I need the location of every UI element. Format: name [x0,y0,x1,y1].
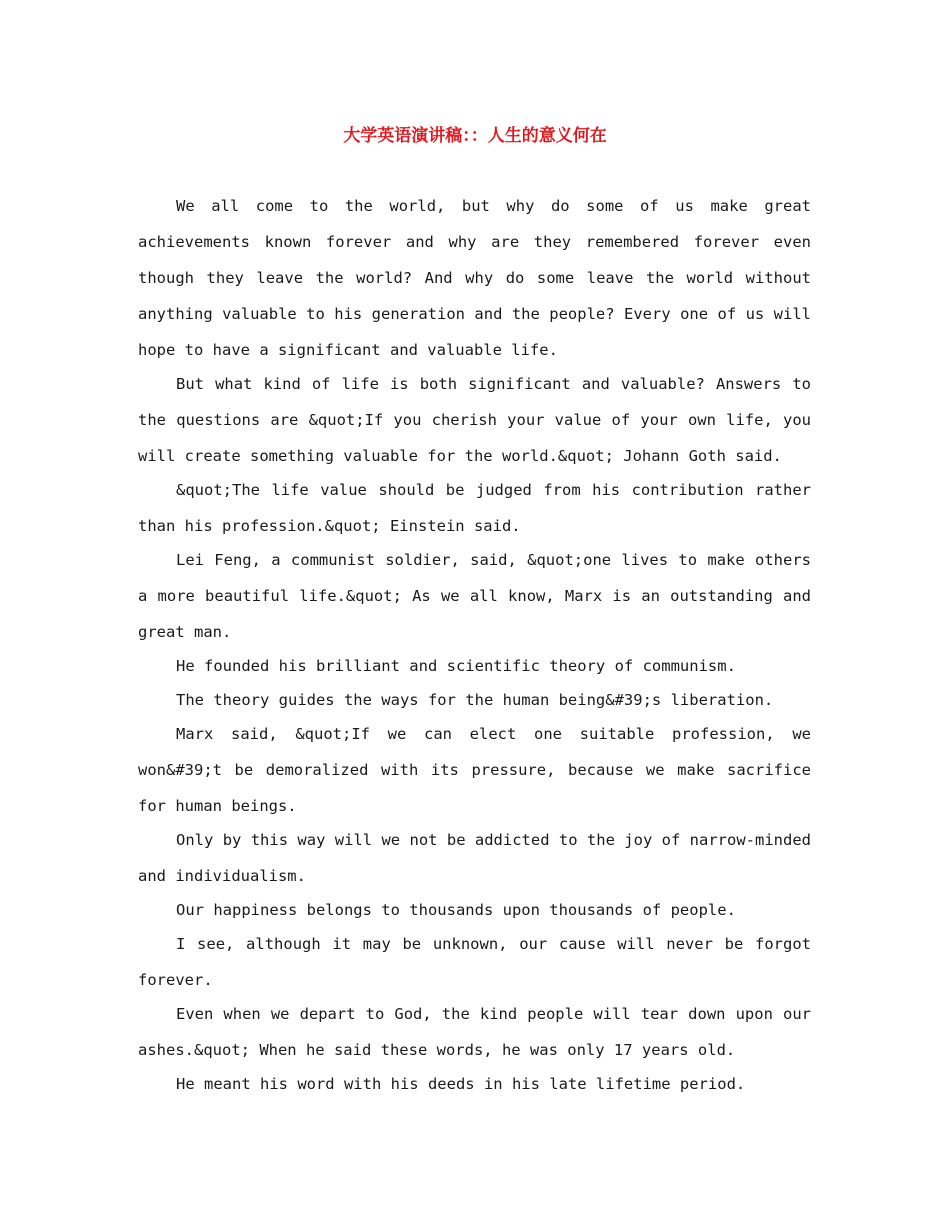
paragraph-5: He founded his brilliant and scientific theory of communism. [176,657,736,675]
paragraph-11: Even when we depart to God, the kind people will tear down upon our ashes.&quot; When he said these words, he was only 17 years old. [138,1005,811,1059]
paragraph-4: Lei Feng, a communist soldier, said, &quot;one lives to make others a more beautiful life.&quot; As we all know, Marx is an outstanding and great man. [138,551,811,641]
paragraph-8: Only by this way will we not be addicted to the joy of narrow-minded and individualism. [138,831,811,885]
document-title: 大学英语演讲稿：：人生的意义何在 [343,126,607,146]
paragraph-7: Marx said, &quot;If we can elect one suitable profession, we won&#39;t be demoralized with its pressure, because we make sacrifice for human beings. [138,725,811,815]
document-body [138,188,811,1102]
paragraph-12: He meant his word with his deeds in his late lifetime period. [176,1075,746,1093]
paragraph-9: Our happiness belongs to thousands upon thousands of people. [176,901,736,919]
paragraph-3: &quot;The life value should be judged from his contribution rather than his profession.&quot; Einstein said. [138,481,811,535]
paragraph-6: The theory guides the ways for the human being&#39;s liberation. [176,691,774,709]
paragraph-1: We all come to the world, but why do some of us make great achievements known forever and why are they remembered forever even though they leave the world? And why do some leave the world without anything valuable to his generation and the people? Every one of us will hope to have a significant and valuable life. [138,197,811,359]
paragraph-2: But what kind of life is both significant and valuable? Answers to the questions are &quot;If you cherish your value of your own life, you will create something valuable for the world.&quot; Johann Goth said. [138,375,811,465]
paragraph-10: I see, although it may be unknown, our cause will never be forgot forever. [138,935,811,989]
